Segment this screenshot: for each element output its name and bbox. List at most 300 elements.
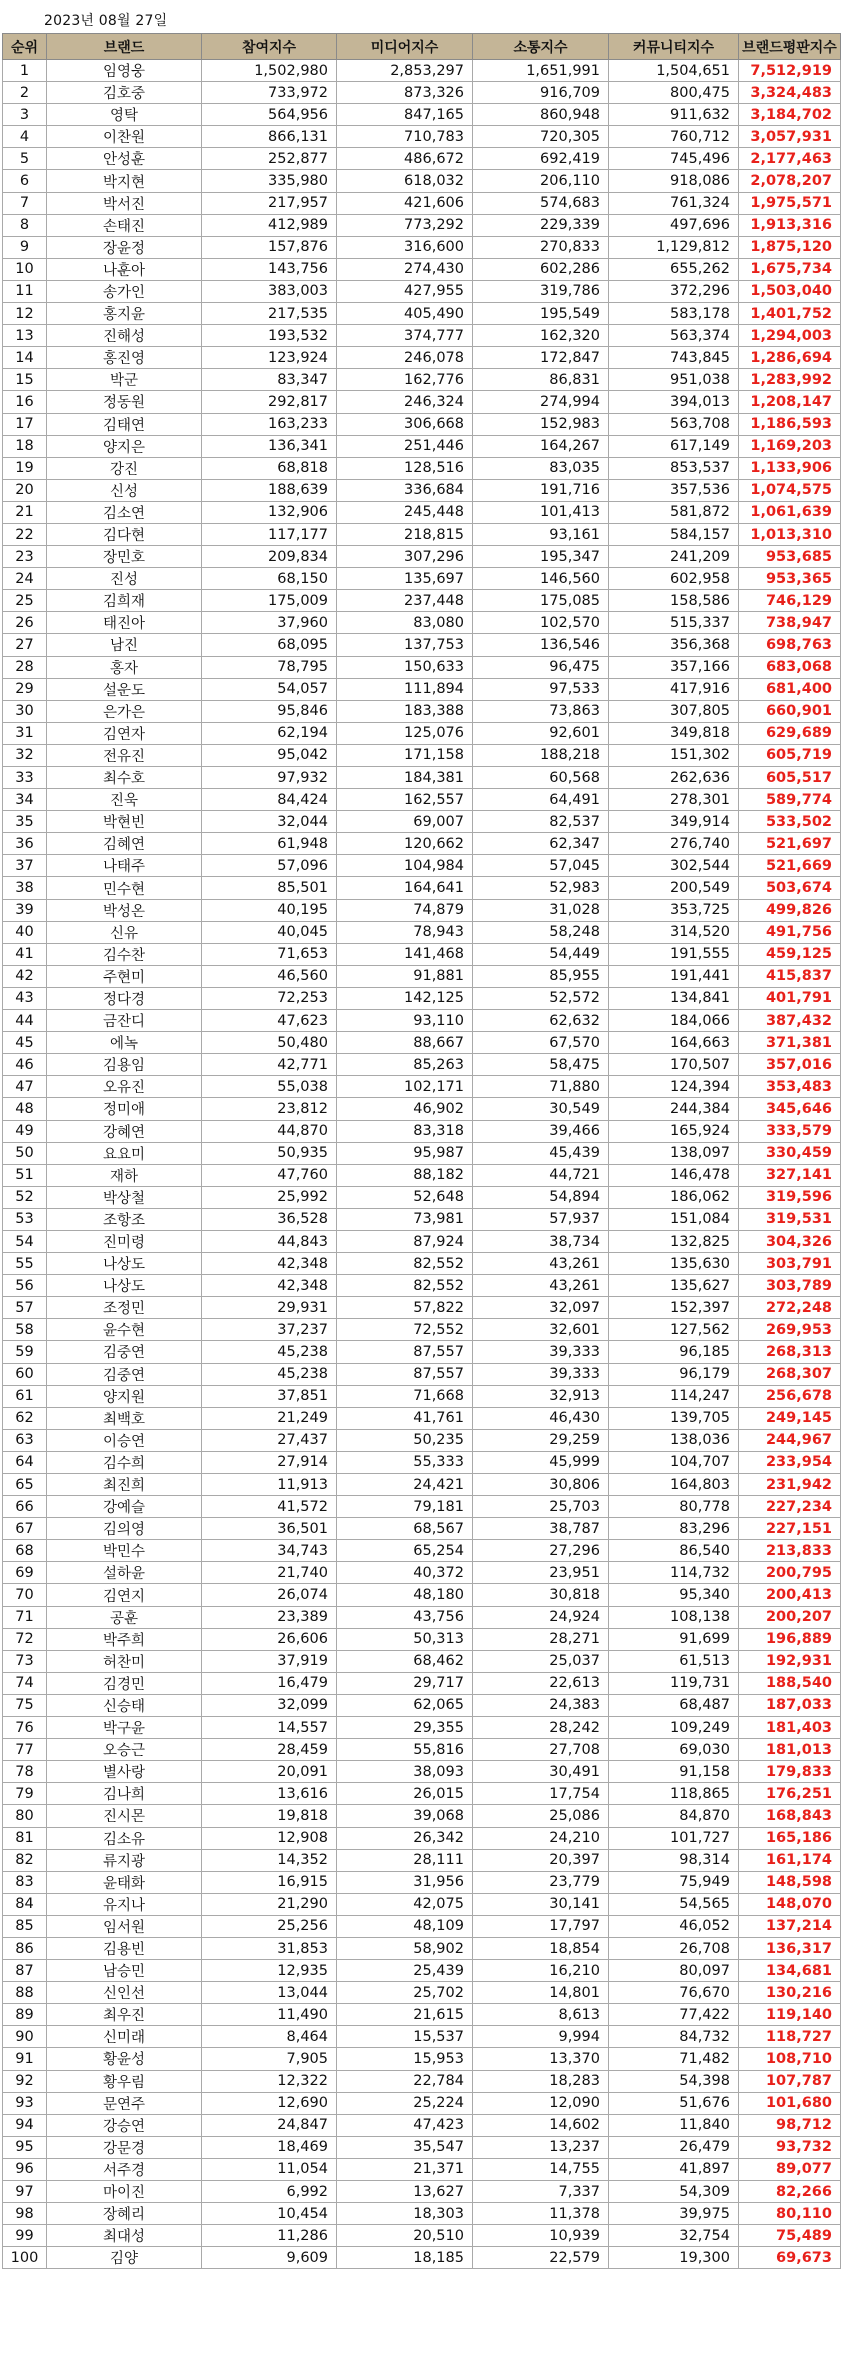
reputation-score-cell: 401,791 bbox=[739, 987, 841, 1009]
table-row bbox=[3, 325, 841, 347]
communication-cell: 18,283 bbox=[473, 2070, 609, 2092]
media-cell: 40,372 bbox=[337, 1562, 473, 1584]
reputation-score-cell: 269,953 bbox=[739, 1319, 841, 1341]
community-cell: 104,707 bbox=[609, 1451, 739, 1473]
media-cell: 13,627 bbox=[337, 2181, 473, 2203]
brand-cell: 김태연 bbox=[47, 413, 202, 435]
media-cell: 847,165 bbox=[337, 104, 473, 126]
brand-cell: 김수찬 bbox=[47, 943, 202, 965]
reputation-score-cell: 233,954 bbox=[739, 1451, 841, 1473]
brand-cell: 신성 bbox=[47, 479, 202, 501]
table-row bbox=[3, 1893, 841, 1915]
brand-cell: 김용임 bbox=[47, 1054, 202, 1076]
brand-cell: 박지현 bbox=[47, 170, 202, 192]
communication-cell: 39,466 bbox=[473, 1120, 609, 1142]
participation-cell: 564,956 bbox=[202, 104, 337, 126]
media-cell: 55,816 bbox=[337, 1739, 473, 1761]
media-cell: 69,007 bbox=[337, 811, 473, 833]
community-cell: 68,487 bbox=[609, 1694, 739, 1716]
media-cell: 87,557 bbox=[337, 1363, 473, 1385]
community-cell: 761,324 bbox=[609, 192, 739, 214]
communication-cell: 62,632 bbox=[473, 1010, 609, 1032]
table-row bbox=[3, 1518, 841, 1540]
communication-cell: 319,786 bbox=[473, 280, 609, 302]
participation-cell: 61,948 bbox=[202, 833, 337, 855]
media-cell: 405,490 bbox=[337, 303, 473, 325]
participation-cell: 25,256 bbox=[202, 1915, 337, 1937]
table-row bbox=[3, 2181, 841, 2203]
reputation-score-cell: 1,975,571 bbox=[739, 192, 841, 214]
brand-cell: 진시몬 bbox=[47, 1805, 202, 1827]
brand-cell: 설운도 bbox=[47, 678, 202, 700]
participation-cell: 14,352 bbox=[202, 1849, 337, 1871]
rank-cell: 87 bbox=[3, 1960, 47, 1982]
table-row bbox=[3, 1032, 841, 1054]
communication-cell: 146,560 bbox=[473, 568, 609, 590]
table-row bbox=[3, 1319, 841, 1341]
participation-cell: 37,237 bbox=[202, 1319, 337, 1341]
reputation-score-cell: 503,674 bbox=[739, 877, 841, 899]
media-cell: 15,953 bbox=[337, 2048, 473, 2070]
community-cell: 164,663 bbox=[609, 1032, 739, 1054]
community-cell: 200,549 bbox=[609, 877, 739, 899]
reputation-score-cell: 188,540 bbox=[739, 1672, 841, 1694]
rank-cell: 73 bbox=[3, 1650, 47, 1672]
participation-cell: 143,756 bbox=[202, 258, 337, 280]
media-cell: 873,326 bbox=[337, 82, 473, 104]
brand-cell: 김혜연 bbox=[47, 833, 202, 855]
rank-cell: 23 bbox=[3, 546, 47, 568]
reputation-score-cell: 319,596 bbox=[739, 1186, 841, 1208]
brand-cell: 나상도 bbox=[47, 1275, 202, 1297]
participation-cell: 45,238 bbox=[202, 1341, 337, 1363]
participation-cell: 50,480 bbox=[202, 1032, 337, 1054]
brand-cell: 윤수현 bbox=[47, 1319, 202, 1341]
communication-cell: 46,430 bbox=[473, 1407, 609, 1429]
participation-cell: 47,760 bbox=[202, 1164, 337, 1186]
participation-cell: 40,195 bbox=[202, 899, 337, 921]
community-cell: 170,507 bbox=[609, 1054, 739, 1076]
media-cell: 41,761 bbox=[337, 1407, 473, 1429]
communication-cell: 71,880 bbox=[473, 1076, 609, 1098]
communication-cell: 32,097 bbox=[473, 1297, 609, 1319]
communication-cell: 27,708 bbox=[473, 1739, 609, 1761]
table-row bbox=[3, 678, 841, 700]
table-row bbox=[3, 1584, 841, 1606]
communication-cell: 52,983 bbox=[473, 877, 609, 899]
media-cell: 2,853,297 bbox=[337, 60, 473, 82]
brand-cell: 김다현 bbox=[47, 523, 202, 545]
rank-cell: 66 bbox=[3, 1496, 47, 1518]
participation-cell: 95,846 bbox=[202, 700, 337, 722]
communication-cell: 73,863 bbox=[473, 700, 609, 722]
communication-cell: 13,370 bbox=[473, 2048, 609, 2070]
brand-cell: 김중연 bbox=[47, 1363, 202, 1385]
community-cell: 26,708 bbox=[609, 1937, 739, 1959]
reputation-score-cell: 249,145 bbox=[739, 1407, 841, 1429]
communication-cell: 101,413 bbox=[473, 501, 609, 523]
table-row bbox=[3, 1120, 841, 1142]
communication-cell: 30,806 bbox=[473, 1474, 609, 1496]
participation-cell: 8,464 bbox=[202, 2026, 337, 2048]
table-row bbox=[3, 1474, 841, 1496]
media-cell: 62,065 bbox=[337, 1694, 473, 1716]
rank-cell: 97 bbox=[3, 2181, 47, 2203]
community-cell: 75,949 bbox=[609, 1871, 739, 1893]
brand-cell: 문연주 bbox=[47, 2092, 202, 2114]
media-cell: 218,815 bbox=[337, 523, 473, 545]
communication-cell: 102,570 bbox=[473, 612, 609, 634]
media-cell: 486,672 bbox=[337, 148, 473, 170]
brand-cell: 최대성 bbox=[47, 2225, 202, 2247]
reputation-score-cell: 181,403 bbox=[739, 1717, 841, 1739]
reputation-score-cell: 533,502 bbox=[739, 811, 841, 833]
brand-cell: 마이진 bbox=[47, 2181, 202, 2203]
media-cell: 29,355 bbox=[337, 1717, 473, 1739]
participation-cell: 23,812 bbox=[202, 1098, 337, 1120]
community-cell: 278,301 bbox=[609, 789, 739, 811]
brand-cell: 오유진 bbox=[47, 1076, 202, 1098]
reputation-score-cell: 118,727 bbox=[739, 2026, 841, 2048]
brand-cell: 김경민 bbox=[47, 1672, 202, 1694]
table-row bbox=[3, 479, 841, 501]
brand-cell: 주현미 bbox=[47, 965, 202, 987]
brand-cell: 금잔디 bbox=[47, 1010, 202, 1032]
rank-cell: 20 bbox=[3, 479, 47, 501]
header-media: 미디어지수 bbox=[337, 34, 473, 60]
community-cell: 184,066 bbox=[609, 1010, 739, 1032]
participation-cell: 41,572 bbox=[202, 1496, 337, 1518]
participation-cell: 193,532 bbox=[202, 325, 337, 347]
rank-cell: 68 bbox=[3, 1540, 47, 1562]
communication-cell: 58,248 bbox=[473, 921, 609, 943]
participation-cell: 26,606 bbox=[202, 1628, 337, 1650]
community-cell: 54,309 bbox=[609, 2181, 739, 2203]
media-cell: 58,902 bbox=[337, 1937, 473, 1959]
community-cell: 262,636 bbox=[609, 767, 739, 789]
participation-cell: 45,238 bbox=[202, 1363, 337, 1385]
communication-cell: 32,601 bbox=[473, 1319, 609, 1341]
communication-cell: 85,955 bbox=[473, 965, 609, 987]
rank-cell: 92 bbox=[3, 2070, 47, 2092]
media-cell: 39,068 bbox=[337, 1805, 473, 1827]
table-row bbox=[3, 943, 841, 965]
participation-cell: 20,091 bbox=[202, 1761, 337, 1783]
participation-cell: 866,131 bbox=[202, 126, 337, 148]
communication-cell: 20,397 bbox=[473, 1849, 609, 1871]
communication-cell: 24,210 bbox=[473, 1827, 609, 1849]
participation-cell: 136,341 bbox=[202, 435, 337, 457]
table-row bbox=[3, 435, 841, 457]
table-row bbox=[3, 170, 841, 192]
brand-cell: 박구윤 bbox=[47, 1717, 202, 1739]
communication-cell: 9,994 bbox=[473, 2026, 609, 2048]
reputation-score-cell: 176,251 bbox=[739, 1783, 841, 1805]
reputation-score-cell: 1,186,593 bbox=[739, 413, 841, 435]
community-cell: 95,340 bbox=[609, 1584, 739, 1606]
header-communication: 소통지수 bbox=[473, 34, 609, 60]
participation-cell: 21,740 bbox=[202, 1562, 337, 1584]
communication-cell: 692,419 bbox=[473, 148, 609, 170]
reputation-score-cell: 3,324,483 bbox=[739, 82, 841, 104]
participation-cell: 21,290 bbox=[202, 1893, 337, 1915]
media-cell: 74,879 bbox=[337, 899, 473, 921]
media-cell: 710,783 bbox=[337, 126, 473, 148]
table-row bbox=[3, 2070, 841, 2092]
media-cell: 47,423 bbox=[337, 2114, 473, 2136]
media-cell: 42,075 bbox=[337, 1893, 473, 1915]
communication-cell: 30,141 bbox=[473, 1893, 609, 1915]
communication-cell: 22,579 bbox=[473, 2247, 609, 2269]
community-cell: 69,030 bbox=[609, 1739, 739, 1761]
participation-cell: 209,834 bbox=[202, 546, 337, 568]
media-cell: 26,342 bbox=[337, 1827, 473, 1849]
reputation-score-cell: 746,129 bbox=[739, 590, 841, 612]
media-cell: 246,078 bbox=[337, 347, 473, 369]
brand-cell: 김소연 bbox=[47, 501, 202, 523]
reputation-score-cell: 521,669 bbox=[739, 855, 841, 877]
participation-cell: 12,935 bbox=[202, 1960, 337, 1982]
table-row bbox=[3, 590, 841, 612]
communication-cell: 720,305 bbox=[473, 126, 609, 148]
brand-cell: 이찬원 bbox=[47, 126, 202, 148]
rank-cell: 72 bbox=[3, 1628, 47, 1650]
community-cell: 114,732 bbox=[609, 1562, 739, 1584]
rank-cell: 27 bbox=[3, 634, 47, 656]
community-cell: 357,536 bbox=[609, 479, 739, 501]
brand-cell: 신인선 bbox=[47, 1982, 202, 2004]
communication-cell: 52,572 bbox=[473, 987, 609, 1009]
media-cell: 83,318 bbox=[337, 1120, 473, 1142]
rank-cell: 52 bbox=[3, 1186, 47, 1208]
community-cell: 602,958 bbox=[609, 568, 739, 590]
table-row bbox=[3, 1960, 841, 1982]
reputation-score-cell: 1,074,575 bbox=[739, 479, 841, 501]
header-community: 커뮤니티지수 bbox=[609, 34, 739, 60]
reputation-score-cell: 605,517 bbox=[739, 767, 841, 789]
media-cell: 50,313 bbox=[337, 1628, 473, 1650]
communication-cell: 57,937 bbox=[473, 1208, 609, 1230]
table-row bbox=[3, 369, 841, 391]
rank-cell: 98 bbox=[3, 2203, 47, 2225]
reputation-score-cell: 148,070 bbox=[739, 1893, 841, 1915]
participation-cell: 11,913 bbox=[202, 1474, 337, 1496]
brand-cell: 최백호 bbox=[47, 1407, 202, 1429]
reputation-score-cell: 168,843 bbox=[739, 1805, 841, 1827]
media-cell: 48,109 bbox=[337, 1915, 473, 1937]
table-body bbox=[3, 60, 841, 2269]
community-cell: 135,630 bbox=[609, 1253, 739, 1275]
table-row bbox=[3, 722, 841, 744]
table-row bbox=[3, 656, 841, 678]
communication-cell: 54,449 bbox=[473, 943, 609, 965]
community-cell: 583,178 bbox=[609, 303, 739, 325]
media-cell: 618,032 bbox=[337, 170, 473, 192]
community-cell: 91,158 bbox=[609, 1761, 739, 1783]
community-cell: 108,138 bbox=[609, 1606, 739, 1628]
media-cell: 82,552 bbox=[337, 1253, 473, 1275]
communication-cell: 860,948 bbox=[473, 104, 609, 126]
communication-cell: 43,261 bbox=[473, 1253, 609, 1275]
media-cell: 25,439 bbox=[337, 1960, 473, 1982]
rank-cell: 17 bbox=[3, 413, 47, 435]
communication-cell: 175,085 bbox=[473, 590, 609, 612]
participation-cell: 36,528 bbox=[202, 1208, 337, 1230]
rank-cell: 42 bbox=[3, 965, 47, 987]
community-cell: 563,374 bbox=[609, 325, 739, 347]
rank-cell: 89 bbox=[3, 2004, 47, 2026]
community-cell: 191,555 bbox=[609, 943, 739, 965]
communication-cell: 152,983 bbox=[473, 413, 609, 435]
media-cell: 21,371 bbox=[337, 2158, 473, 2180]
reputation-score-cell: 227,151 bbox=[739, 1518, 841, 1540]
brand-cell: 요요미 bbox=[47, 1142, 202, 1164]
reputation-score-cell: 231,942 bbox=[739, 1474, 841, 1496]
rank-cell: 100 bbox=[3, 2247, 47, 2269]
reputation-score-cell: 1,286,694 bbox=[739, 347, 841, 369]
table-row bbox=[3, 236, 841, 258]
community-cell: 139,705 bbox=[609, 1407, 739, 1429]
participation-cell: 733,972 bbox=[202, 82, 337, 104]
brand-cell: 임영웅 bbox=[47, 60, 202, 82]
table-row bbox=[3, 258, 841, 280]
reputation-score-cell: 82,266 bbox=[739, 2181, 841, 2203]
reputation-score-cell: 137,214 bbox=[739, 1915, 841, 1937]
media-cell: 68,462 bbox=[337, 1650, 473, 1672]
communication-cell: 136,546 bbox=[473, 634, 609, 656]
brand-cell: 황우림 bbox=[47, 2070, 202, 2092]
rank-cell: 38 bbox=[3, 877, 47, 899]
reputation-score-cell: 227,234 bbox=[739, 1496, 841, 1518]
communication-cell: 12,090 bbox=[473, 2092, 609, 2114]
reputation-score-cell: 1,169,203 bbox=[739, 435, 841, 457]
table-row bbox=[3, 700, 841, 722]
community-cell: 165,924 bbox=[609, 1120, 739, 1142]
table-row bbox=[3, 1739, 841, 1761]
media-cell: 87,557 bbox=[337, 1341, 473, 1363]
community-cell: 96,179 bbox=[609, 1363, 739, 1385]
media-cell: 88,182 bbox=[337, 1164, 473, 1186]
table-row bbox=[3, 789, 841, 811]
table-row bbox=[3, 1650, 841, 1672]
rank-cell: 7 bbox=[3, 192, 47, 214]
table-row bbox=[3, 855, 841, 877]
communication-cell: 195,549 bbox=[473, 303, 609, 325]
media-cell: 29,717 bbox=[337, 1672, 473, 1694]
rank-cell: 14 bbox=[3, 347, 47, 369]
participation-cell: 78,795 bbox=[202, 656, 337, 678]
rank-cell: 29 bbox=[3, 678, 47, 700]
rank-cell: 77 bbox=[3, 1739, 47, 1761]
reputation-score-cell: 268,307 bbox=[739, 1363, 841, 1385]
table-row bbox=[3, 1606, 841, 1628]
media-cell: 102,171 bbox=[337, 1076, 473, 1098]
communication-cell: 10,939 bbox=[473, 2225, 609, 2247]
table-row bbox=[3, 2114, 841, 2136]
communication-cell: 43,261 bbox=[473, 1275, 609, 1297]
table-row bbox=[3, 2247, 841, 2269]
community-cell: 80,097 bbox=[609, 1960, 739, 1982]
table-row bbox=[3, 1098, 841, 1120]
reputation-score-cell: 357,016 bbox=[739, 1054, 841, 1076]
brand-cell: 공훈 bbox=[47, 1606, 202, 1628]
reputation-score-cell: 93,732 bbox=[739, 2136, 841, 2158]
rank-cell: 13 bbox=[3, 325, 47, 347]
participation-cell: 57,096 bbox=[202, 855, 337, 877]
participation-cell: 1,502,980 bbox=[202, 60, 337, 82]
reputation-score-cell: 148,598 bbox=[739, 1871, 841, 1893]
rank-cell: 94 bbox=[3, 2114, 47, 2136]
media-cell: 79,181 bbox=[337, 1496, 473, 1518]
reputation-score-cell: 181,013 bbox=[739, 1739, 841, 1761]
participation-cell: 47,623 bbox=[202, 1010, 337, 1032]
rank-cell: 4 bbox=[3, 126, 47, 148]
brand-cell: 오승근 bbox=[47, 1739, 202, 1761]
table-row bbox=[3, 1407, 841, 1429]
community-cell: 96,185 bbox=[609, 1341, 739, 1363]
communication-cell: 39,333 bbox=[473, 1363, 609, 1385]
rank-cell: 78 bbox=[3, 1761, 47, 1783]
rank-cell: 47 bbox=[3, 1076, 47, 1098]
reputation-score-cell: 698,763 bbox=[739, 634, 841, 656]
participation-cell: 68,095 bbox=[202, 634, 337, 656]
participation-cell: 46,560 bbox=[202, 965, 337, 987]
participation-cell: 11,054 bbox=[202, 2158, 337, 2180]
media-cell: 137,753 bbox=[337, 634, 473, 656]
community-cell: 61,513 bbox=[609, 1650, 739, 1672]
table-row bbox=[3, 1363, 841, 1385]
reputation-score-cell: 134,681 bbox=[739, 1960, 841, 1982]
media-cell: 38,093 bbox=[337, 1761, 473, 1783]
communication-cell: 30,549 bbox=[473, 1098, 609, 1120]
communication-cell: 13,237 bbox=[473, 2136, 609, 2158]
brand-cell: 나훈아 bbox=[47, 258, 202, 280]
table-row bbox=[3, 1496, 841, 1518]
table-row bbox=[3, 501, 841, 523]
communication-cell: 23,779 bbox=[473, 1871, 609, 1893]
media-cell: 82,552 bbox=[337, 1275, 473, 1297]
rank-cell: 96 bbox=[3, 2158, 47, 2180]
communication-cell: 58,475 bbox=[473, 1054, 609, 1076]
community-cell: 134,841 bbox=[609, 987, 739, 1009]
reputation-score-cell: 660,901 bbox=[739, 700, 841, 722]
community-cell: 800,475 bbox=[609, 82, 739, 104]
brand-cell: 민수현 bbox=[47, 877, 202, 899]
communication-cell: 188,218 bbox=[473, 744, 609, 766]
reputation-score-cell: 75,489 bbox=[739, 2225, 841, 2247]
community-cell: 26,479 bbox=[609, 2136, 739, 2158]
rank-cell: 8 bbox=[3, 214, 47, 236]
brand-cell: 진해성 bbox=[47, 325, 202, 347]
brand-cell: 신미래 bbox=[47, 2026, 202, 2048]
table-row bbox=[3, 1208, 841, 1230]
media-cell: 171,158 bbox=[337, 744, 473, 766]
media-cell: 18,303 bbox=[337, 2203, 473, 2225]
community-cell: 307,805 bbox=[609, 700, 739, 722]
media-cell: 50,235 bbox=[337, 1429, 473, 1451]
table-row bbox=[3, 2225, 841, 2247]
brand-cell: 영탁 bbox=[47, 104, 202, 126]
participation-cell: 97,932 bbox=[202, 767, 337, 789]
brand-cell: 손태진 bbox=[47, 214, 202, 236]
community-cell: 76,670 bbox=[609, 1982, 739, 2004]
brand-cell: 강진 bbox=[47, 457, 202, 479]
media-cell: 18,185 bbox=[337, 2247, 473, 2269]
community-cell: 11,840 bbox=[609, 2114, 739, 2136]
table-row bbox=[3, 2004, 841, 2026]
participation-cell: 32,044 bbox=[202, 811, 337, 833]
reputation-score-cell: 7,512,919 bbox=[739, 60, 841, 82]
